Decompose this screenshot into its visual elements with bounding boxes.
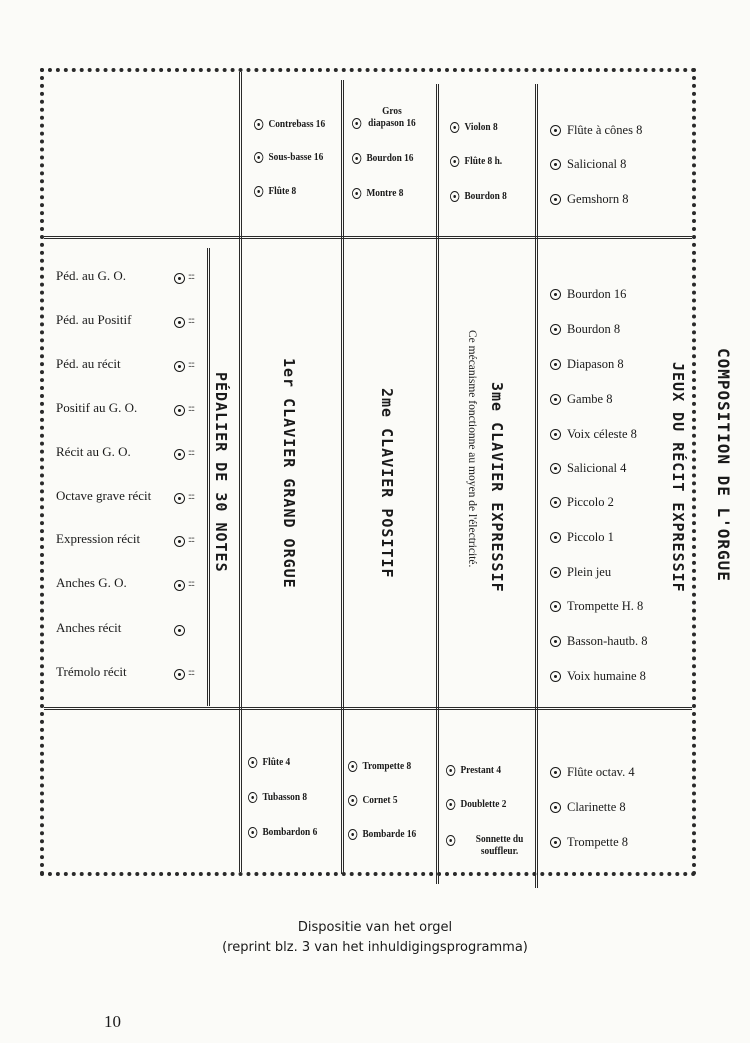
knob-icon [352,118,361,129]
stop-recit: Voix humaine 8 [550,670,646,684]
stop-pos-violon: Violon 8 [450,121,498,133]
knob-icon [450,156,459,167]
knob-icon [248,827,257,838]
knob-icon [450,122,459,133]
page-number: 10 [104,1012,121,1031]
knob-icon [174,669,185,680]
stop-go-trompette: Trompette 8 [348,760,411,772]
separator-bottom [44,707,692,710]
recit-jeux-label: JEUX DU RÉCIT EXPRESSIF [669,362,687,593]
dots: :::: [188,447,195,457]
knob-icon [550,567,561,578]
knob-icon [174,449,185,460]
coupler-label: Octave grave récit [56,488,152,503]
knob-icon [550,767,561,778]
stop-recit-trompette: Trompette 8 [550,836,628,850]
stop-recit: Bourdon 16 [550,288,626,302]
knob-icon [550,802,561,813]
coupler-label: Anches G. O. [56,575,127,590]
knob-icon [348,829,357,840]
stop-recit-gemshorn: Gemshorn 8 [550,193,628,207]
col-divider-3 [436,84,439,884]
stop-go-montre: Montre 8 [352,187,403,199]
dots: :::: [188,315,195,325]
stop-recit: Voix céleste 8 [550,428,637,442]
stop-recit: Plein jeu [550,566,611,580]
pedalier-label: PÉDALIER DE 30 NOTES [212,372,230,573]
separator-top [44,236,692,239]
dots: :::: [188,667,195,677]
clavier-3-note: Ce mécanisme fonctionne au moyen de l'électricité. [466,330,478,568]
knob-icon [550,394,561,405]
stop-pos-flute: Flûte 8 h. [450,155,502,167]
dots: :::: [188,491,195,501]
knob-icon [352,153,361,164]
stop-pos-doublette: Doublette 2 [446,798,506,810]
knob-icon [446,765,455,776]
knob-icon [254,152,263,163]
knob-icon [550,837,561,848]
knob-icon [450,191,459,202]
knob-icon [550,359,561,370]
dots: :::: [188,403,195,413]
knob-icon [550,601,561,612]
stop-pedal-contrebass: Contrebass 16 [254,118,325,130]
stop-pedal-flute-4: Flûte 4 [248,756,290,768]
coupler-label: Expression récit [56,531,141,546]
stop-pos-bourdon: Bourdon 8 [450,190,507,202]
stop-go-bourdon: Bourdon 16 [352,152,413,164]
stop-recit: Diapason 8 [550,358,624,372]
knob-icon [174,405,185,416]
stop-pedal-flute: Flûte 8 [254,185,296,197]
stop-recit: Bourdon 8 [550,323,620,337]
dots: :::: [188,359,195,369]
knob-icon [550,532,561,543]
caption-line-2: (reprint blz. 3 van het inhuldigingsprogramma) [222,940,528,955]
knob-icon [248,792,257,803]
knob-icon [348,795,357,806]
knob-icon [550,671,561,682]
knob-icon [348,761,357,772]
knob-icon [174,493,185,504]
stop-recit: Piccolo 2 [550,496,614,510]
pedal-bracket-line [207,248,210,706]
knob-icon [550,636,561,647]
knob-icon [174,625,185,636]
knob-icon [550,289,561,300]
stop-recit: Trompette H. 8 [550,600,643,614]
stop-recit: Piccolo 1 [550,531,614,545]
knob-icon [550,324,561,335]
stop-go-bombarde: Bombarde 16 [348,828,416,840]
col-divider-4 [535,84,538,888]
stop-recit: Salicional 4 [550,462,626,476]
stop-pedal-bombardon: Bombardon 6 [248,826,317,838]
coupler-label: Anches récit [56,620,122,635]
clavier-2-label: 2me CLAVIER POSITIF [378,388,396,579]
page-side-title: COMPOSITION DE L'ORGUE [714,348,733,582]
stop-pos-sonnette: Sonnette du souffleur. [446,833,539,857]
stop-go-cornet: Cornet 5 [348,794,398,806]
stop-recit-flute-octav: Flûte octav. 4 [550,766,635,780]
stop-pedal-tubasson: Tubasson 8 [248,791,307,803]
knob-icon [446,799,455,810]
knob-icon [248,757,257,768]
stop-pos-prestant: Prestant 4 [446,764,501,776]
knob-icon [352,188,361,199]
stop-recit-salicional: Salicional 8 [550,158,626,172]
stop-pedal-sous-basse: Sous-basse 16 [254,151,323,163]
knob-icon [174,361,185,372]
knob-icon [550,159,561,170]
knob-icon [174,273,185,284]
knob-icon [550,194,561,205]
dots: :::: [188,578,195,588]
stop-go-gros-diapason: Gros diapason 16 [352,105,417,129]
coupler-label: Positif au G. O. [56,400,138,415]
stop-recit-clarinette: Clarinette 8 [550,801,626,815]
knob-icon [254,186,263,197]
coupler-label: Péd. au récit [56,356,121,371]
col-divider-2 [341,80,344,874]
coupler-label: Récit au G. O. [56,444,131,459]
dots: :::: [188,271,195,281]
knob-icon [550,125,561,136]
coupler-label: Trémolo récit [56,664,127,679]
knob-icon [550,497,561,508]
knob-icon [446,835,455,846]
clavier-3-label: 3me CLAVIER EXPRESSIF [488,382,506,593]
knob-icon [550,429,561,440]
coupler-label: Péd. au G. O. [56,268,127,283]
clavier-1-label: 1er CLAVIER GRAND ORGUE [280,358,298,589]
knob-icon [550,463,561,474]
knob-icon [174,317,185,328]
knob-icon [174,536,185,547]
coupler-label: Péd. au Positif [56,312,132,327]
knob-icon [254,119,263,130]
knob-icon [174,580,185,591]
stop-recit: Gambe 8 [550,393,612,407]
stop-recit: Basson-hautb. 8 [550,635,648,649]
col-divider-1 [239,72,242,872]
dots: :::: [188,534,195,544]
stop-recit-flute-cones: Flûte à cônes 8 [550,124,642,138]
caption-line-1: Dispositie van het orgel [297,920,453,935]
